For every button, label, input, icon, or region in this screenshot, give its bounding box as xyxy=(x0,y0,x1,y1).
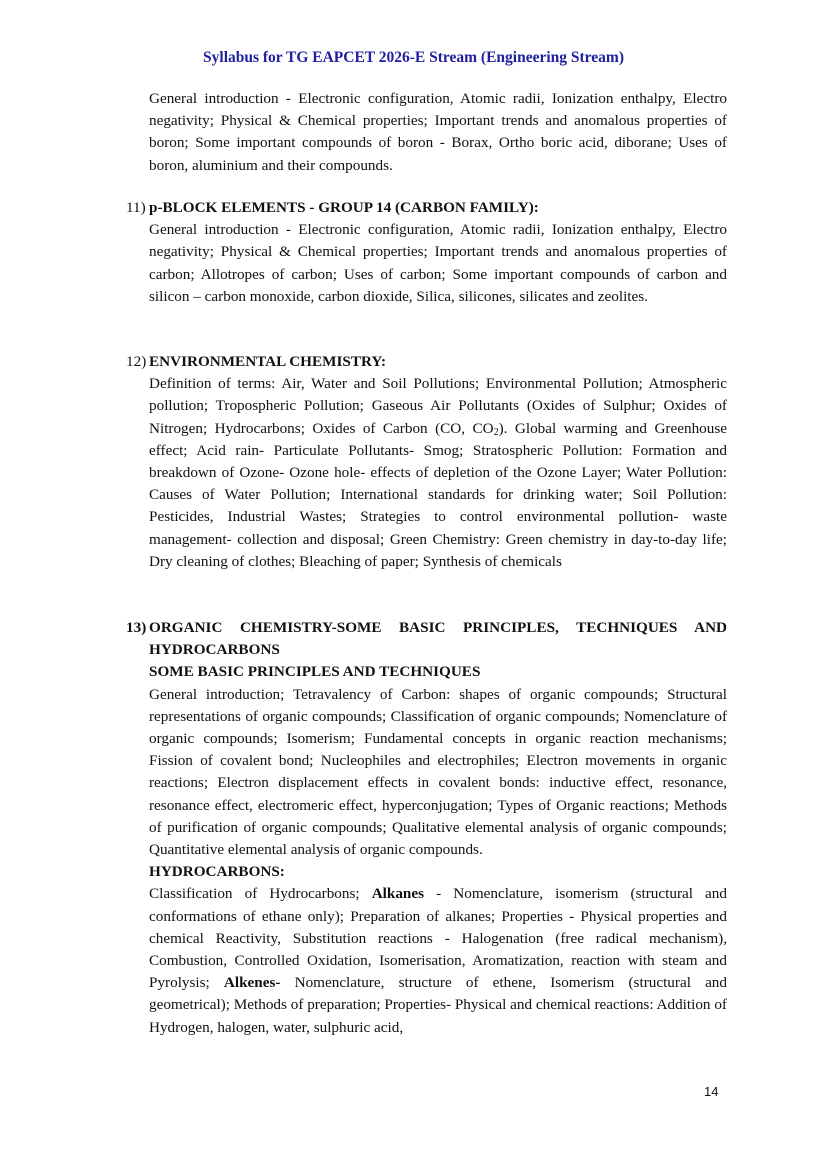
section-11-title: p-BLOCK ELEMENTS - GROUP 14 (CARBON FAMILY): xyxy=(149,199,539,216)
section-13-sub2-text xyxy=(149,883,727,1038)
sub2-part2: - Nomenclature, isomerism (structural and conformations of ethane only); Preparation of alkanes; Properties - Physical properties and chemical Reactivity, Substitution reactions - Halogenation (free radical mechanism), Combustion, Controlled Oxidation, Isomerisation, Aromatization, reaction with steam and Pyrolysis; xyxy=(149,885,727,992)
section-12-subscript: 2 xyxy=(493,426,499,438)
section-13-number: 13) xyxy=(126,619,147,636)
sub2-part1: Classification of Hydrocarbons; xyxy=(149,885,372,903)
section-13 xyxy=(149,617,727,1039)
section-11 xyxy=(149,197,727,308)
section-12 xyxy=(149,351,727,573)
section-12-number: 12) xyxy=(126,353,147,370)
section-11-text: General introduction - Electronic configuration, Atomic radii, Ionization enthalpy, Electro negativity; Physical & Chemical properties; Important trends and anomalous properties of carbon; Allotropes of carbon; Uses of carbon; Some important compounds of carbon and silicon – carbon monoxide, carbon dioxide, Silica, silicones, silicates and zeolites. xyxy=(149,221,727,305)
section-12-text-part1: Definition of terms: Air, Water and Soil Pollutions; Environmental Pollution; Atmospheric pollution; Tropospheric Pollution; Gaseous Air Pollutants (Oxides of Sulphur; Oxides of Nitrogen; Hydrocarbons; Oxides of Carbon (CO, CO xyxy=(149,375,727,437)
section-11-number: 11) xyxy=(126,199,146,216)
section-13-sub1-title: SOME BASIC PRINCIPLES AND TECHNIQUES xyxy=(149,663,481,681)
section-12-title: ENVIRONMENTAL CHEMISTRY: xyxy=(149,353,387,370)
intro-section xyxy=(149,88,727,177)
sub2-part3: Nomenclature, structure of ethene, Isomerism (structural and geometrical); Methods of preparation; Properties- Physical and chemical reactions: Addition of Hydrogen, halogen, water, sulphuric acid, xyxy=(149,974,727,1036)
term-alkenes: Alkenes- xyxy=(223,974,281,992)
section-12-text xyxy=(149,373,727,573)
intro-paragraph: General introduction - Electronic configuration, Atomic radii, Ionization enthalpy, Electro negativity; Physical & Chemical properties; Important trends and anomalous properties of boron; Some important compounds of boron - Borax, Ortho boric acid, diborane; Uses of boron, aluminium and their compounds. xyxy=(149,90,727,174)
section-13-sub1-text: General introduction; Tetravalency of Carbon: shapes of organic compounds; Structural representations of organic compounds; Classification of organic compounds; Nomenclature of organic compounds; Isomerism; Fundamental concepts in organic reaction mechanisms; Fission of covalent bond; Nucleophiles and electrophiles; Electron movements in organic reactions; Electron displacement effects in covalent bonds: inductive effect, resonance, resonance effect, electromeric effect, hyperconjugation; Types of Organic reactions; Methods of purification of organic compounds; Qualitative elemental analysis of organic compounds; Quantitative elemental analysis of organic compounds. xyxy=(149,685,727,859)
page-header: Syllabus for TG EAPCET 2026-E Stream (Engineering Stream) xyxy=(203,49,624,66)
section-13-title: ORGANIC CHEMISTRY-SOME BASIC PRINCIPLES, TECHNIQUES AND HYDROCARBONS xyxy=(149,619,727,659)
term-alkanes: Alkanes xyxy=(371,885,425,903)
section-13-sub2-title: HYDROCARBONS: xyxy=(149,863,285,881)
page-number: 14 xyxy=(704,1084,719,1099)
section-12-text-part2: ). Global warming and Greenhouse effect; Acid rain- Particulate Pollutants- Smog; Stratospheric Pollution: Formation and breakdown of Ozone- Ozone hole- effects of depletion of the Ozone Layer; Water Pollution: Causes of Water Pollution; International standards for drinking water; Soil Pollution: Pesticides, Industrial Wastes; Strategies to control environmental pollution- waste management- collection and disposal; Green Chemistry: Green chemistry in day-to-day life; Dry cleaning of clothes; Bleaching of paper; Synthesis of chemicals xyxy=(149,419,727,570)
